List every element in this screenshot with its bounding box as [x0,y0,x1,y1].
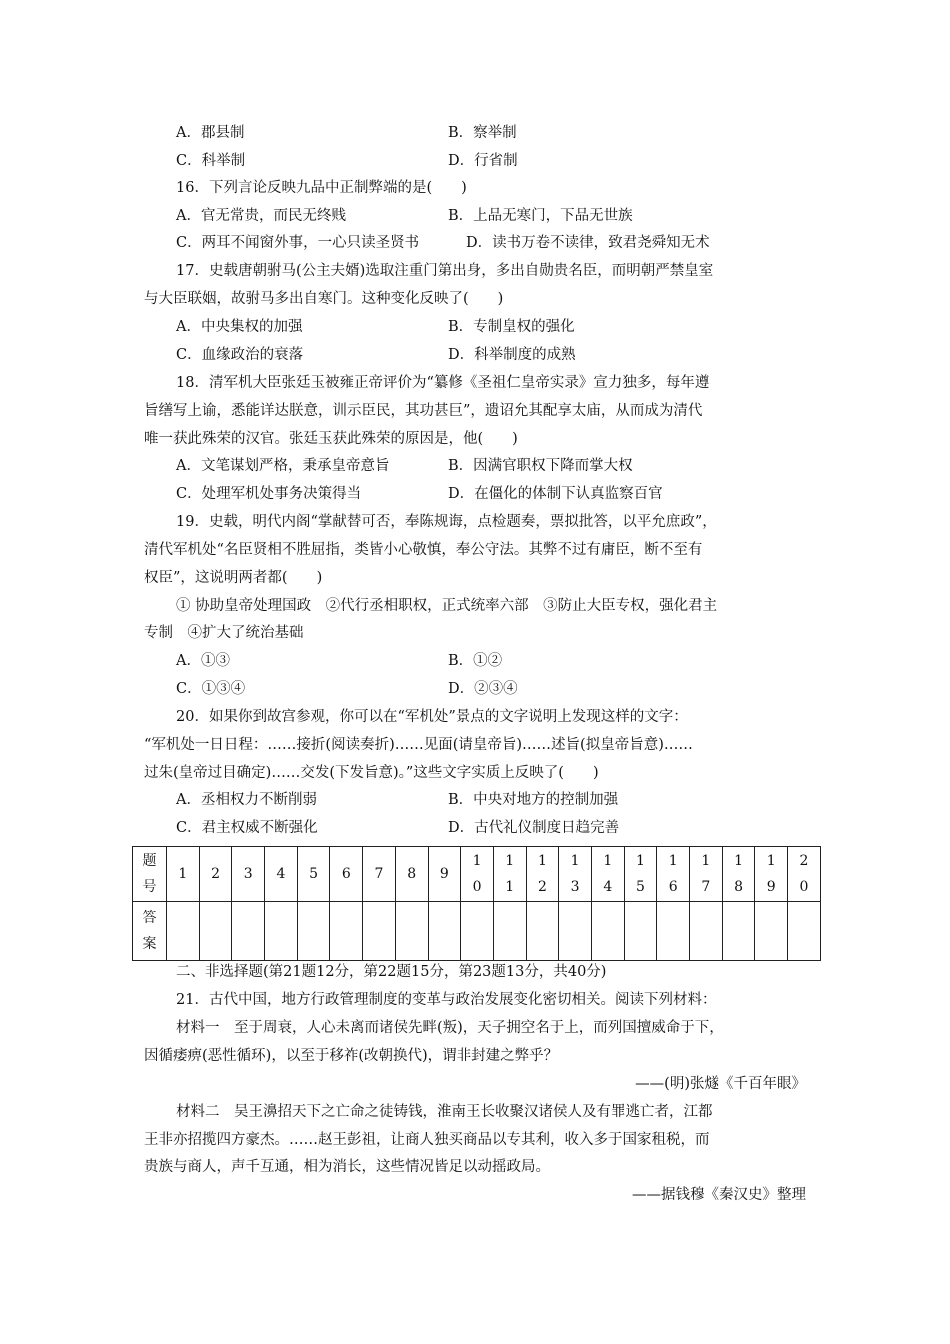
material-2-line-2: 王非亦招揽四方豪杰。……赵王彭祖，让商人独买商品以专其利，收入多于国家租税，而 [144,1132,710,1148]
answer-cell[interactable] [265,902,298,961]
material-1-line-1: 材料一 至于周衰，人心未离而诸侯先畔(叛)，天子拥空名于上，而列国擅威命于下， [176,1020,724,1036]
question-number-cell: 1 6 [657,847,690,902]
q19-option-a: A．①③ [176,653,230,669]
question-number-cell: 1 4 [591,847,624,902]
question-number-cell: 1 3 [559,847,592,902]
answer-cell[interactable] [526,902,559,961]
q20-stem-line-3: 过朱(皇帝过目确定)……交发(下发旨意)。”这些文字实质上反映了( ) [144,765,599,781]
question-number-cell: 1 1 [493,847,526,902]
q20-stem-line-1: 20．如果你到故宫参观，你可以在“军机处”景点的文字说明上发现这样的文字： [176,709,688,725]
q17-option-a: A．中央集权的加强 [176,319,303,335]
q16-option-a: A．官无常贵，而民无终贱 [176,208,346,224]
q19-stem-line-1: 19．史载，明代内阁“掌献替可否，奉陈规诲，点检题奏，票拟批答，以平允庶政”， [176,514,717,530]
question-number-cell: 1 [167,847,200,902]
q18-option-d: D．在僵化的体制下认真监察百官 [448,486,663,502]
q20-stem-line-2: “军机处一日日程：……接折(阅读奏折)……见面(请皇帝旨)……述旨(拟皇帝旨意)…… [144,737,693,753]
answer-cell[interactable] [493,902,526,961]
q16-stem: 16．下列言论反映九品中正制弊端的是( ) [176,180,467,196]
answer-cell[interactable] [395,902,428,961]
q15-option-b: B．察举制 [448,125,517,141]
q17-stem-line-1: 17．史载唐朝驸马(公主夫婿)选取注重门第出身，多出自勋贵名臣，而明朝严禁皇室 [176,263,714,279]
q18-stem-line-1: 18．清军机大臣张廷玉被雍正帝评价为“纂修《圣祖仁皇帝实录》宣力独多，每年遵 [176,375,710,391]
answer-cell[interactable] [591,902,624,961]
q18-stem-line-2: 旨缮写上谕，悉能详达朕意，训示臣民，其功甚巨”，遗诏允其配享太庙，从而成为清代 [144,403,703,419]
material-2-source: ——据钱穆《秦汉史》整理 [632,1187,806,1203]
answer-cell[interactable] [690,902,723,961]
q18-option-b: B．因满官职权下降而掌大权 [448,458,633,474]
question-number-cell: 3 [232,847,265,902]
material-1-source: ——(明)张燧《千百年眼》 [635,1076,806,1092]
question-number-cell: 1 9 [755,847,788,902]
q18-stem-line-3: 唯一获此殊荣的汉官。张廷玉获此殊荣的原因是，他( ) [144,431,518,447]
answer-cell[interactable] [199,902,232,961]
answer-cell[interactable] [232,902,265,961]
q19-statements-line-1: ① 协助皇帝处理国政 ②代行丞相职权，正式统率六部 ③防止大臣专权，强化君主 [176,598,718,614]
answer-table-number-row [133,847,821,902]
answer-cell[interactable] [755,902,788,961]
question-number-label: 题 号 [133,847,167,902]
q20-option-d: D．古代礼仪制度日趋完善 [448,820,620,836]
q20-option-a: A．丞相权力不断削弱 [176,792,317,808]
answer-cell[interactable] [167,902,200,961]
answer-cell[interactable] [461,902,494,961]
question-number-cell: 6 [330,847,363,902]
q16-option-d: D．读书万卷不读律，致君尧舜知无术 [466,235,710,251]
answer-cell[interactable] [559,902,592,961]
answer-cell[interactable] [722,902,755,961]
q19-stem-line-2: 清代军机处“名臣贤相不胜屈指，类皆小心敬慎，奉公守法。其弊不过有庸臣，断不至有 [144,542,703,558]
q15-option-c: C．科举制 [176,153,246,169]
section2-heading: 二、非选择题(第21题12分，第22题15分，第23题13分，共40分) [176,964,607,980]
answer-cell[interactable] [657,902,690,961]
q18-option-a: A．文笔谋划严格，秉承皇帝意旨 [176,458,390,474]
answer-cell[interactable] [363,902,396,961]
material-1-line-2: 因循痿痹(恶性循环)，以至于移祚(改朝换代)，谓非封建之弊乎？ [144,1048,559,1064]
q20-option-c: C．君主权威不断强化 [176,820,318,836]
q19-option-d: D．②③④ [448,681,518,697]
q16-option-b: B．上品无寒门，下品无世族 [448,208,633,224]
q19-option-b: B．①② [448,653,503,669]
q17-stem-line-2: 与大臣联姻，故驸马多出自寒门。这种变化反映了( ) [144,291,504,307]
question-number-cell: 7 [363,847,396,902]
q17-option-b: B．专制皇权的强化 [448,319,575,335]
q16-option-c: C．两耳不闻窗外事，一心只读圣贤书 [176,235,420,251]
question-number-cell: 1 0 [461,847,494,902]
answer-table [132,846,821,961]
answer-cell[interactable] [330,902,363,961]
q19-stem-line-3: 权臣”，这说明两者都( ) [144,570,323,586]
question-number-cell: 1 8 [722,847,755,902]
answer-label: 答 案 [133,902,167,961]
question-number-cell: 1 7 [690,847,723,902]
answer-cell[interactable] [428,902,461,961]
q17-option-d: D．科举制度的成熟 [448,347,576,363]
question-number-cell: 2 [199,847,232,902]
q17-option-c: C．血缘政治的衰落 [176,347,304,363]
q19-statements-line-2: 专制 ④扩大了统治基础 [144,625,304,641]
q18-option-c: C．处理军机处事务决策得当 [176,486,362,502]
question-number-cell: 2 0 [788,847,821,902]
question-number-cell: 1 2 [526,847,559,902]
q15-option-a: A．郡县制 [176,125,245,141]
question-number-cell: 4 [265,847,298,902]
answer-cell[interactable] [788,902,821,961]
question-number-cell: 5 [297,847,330,902]
material-2-line-1: 材料二 吴王濞招天下之亡命之徒铸钱，淮南王长收聚汉诸侯人及有罪逃亡者，江都 [176,1104,713,1120]
answer-cell[interactable] [297,902,330,961]
question-number-cell: 1 5 [624,847,657,902]
q15-option-d: D．行省制 [448,153,518,169]
q19-option-c: C．①③④ [176,681,246,697]
material-2-line-3: 贵族与商人，声千互通，相为消长，这些情况皆足以动摇政局。 [144,1159,550,1175]
question-number-cell: 8 [395,847,428,902]
answer-table-answer-row [133,902,821,961]
q21-stem: 21．古代中国，地方行政管理制度的变革与政治发展变化密切相关。阅读下列材料： [176,992,717,1008]
answer-cell[interactable] [624,902,657,961]
q20-option-b: B．中央对地方的控制加强 [448,792,619,808]
question-number-cell: 9 [428,847,461,902]
